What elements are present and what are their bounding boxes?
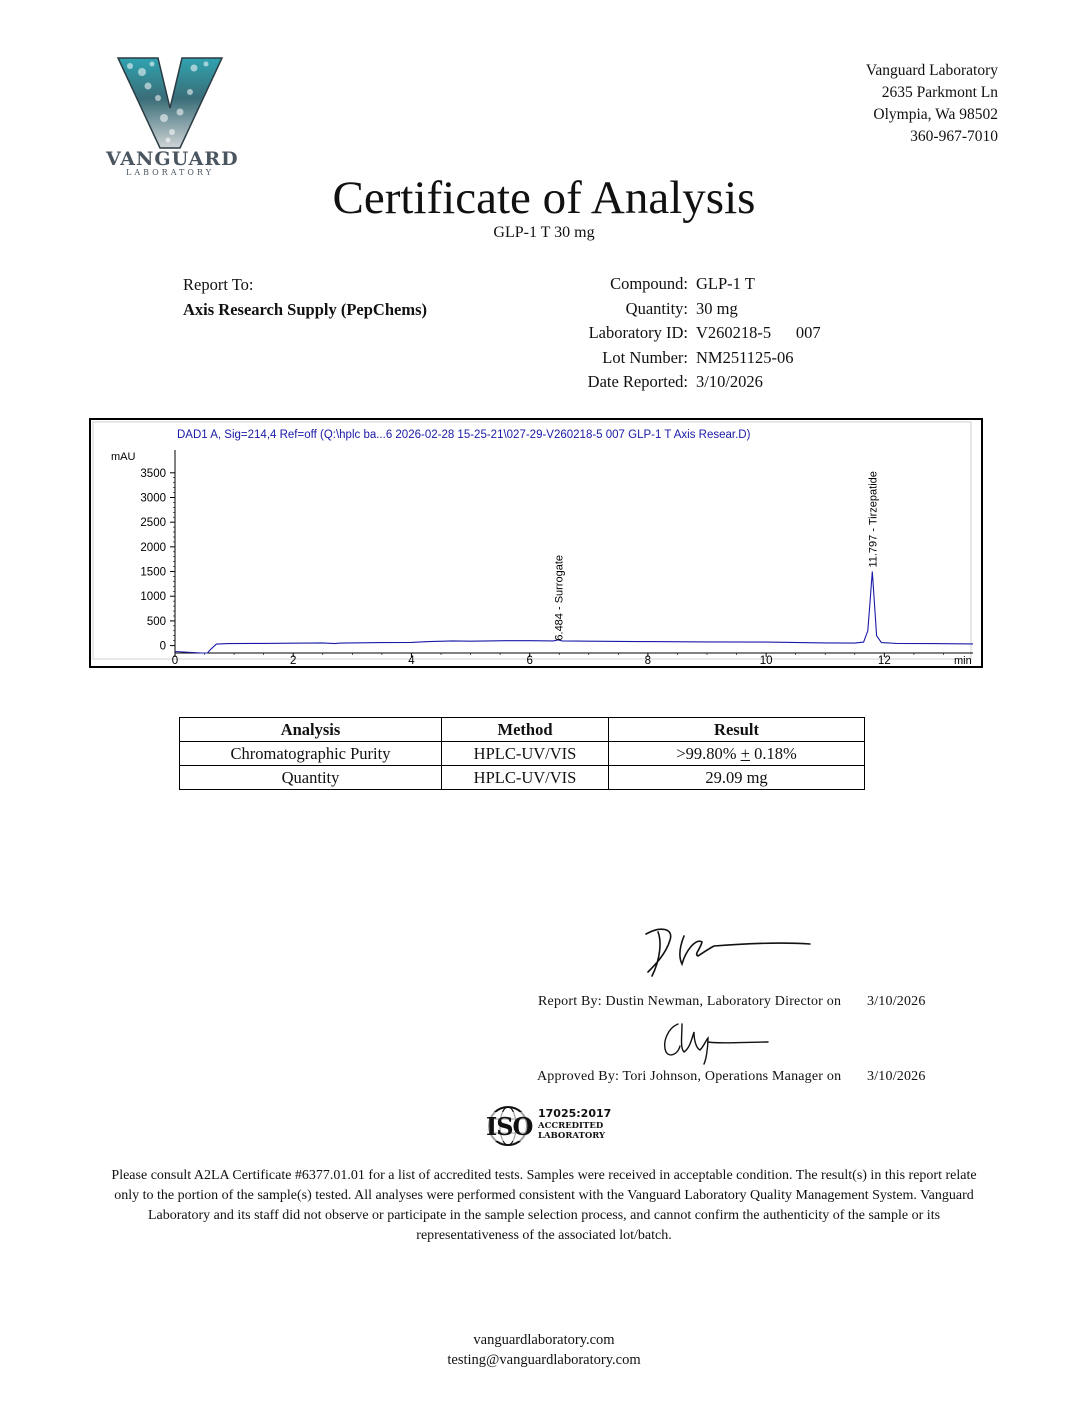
detail-value: GLP-1 T [696,274,755,293]
y-tick-label: 2500 [140,517,166,530]
result-uncertainty: 0.18% [749,743,797,763]
x-tick-label: 12 [877,655,891,665]
y-axis-label: mAU [111,451,136,463]
x-tick-label: 2 [290,655,297,665]
detail-row [520,272,821,297]
cell-method: HPLC-UV/VIS [442,766,609,790]
table-row [180,742,865,766]
x-tick-label: 10 [759,655,773,665]
manager-signature [660,1018,780,1066]
cell-analysis: Quantity [180,766,442,790]
iso-line2: LABORATORY [538,1131,606,1141]
chart-title: DAD1 A, Sig=214,4 Ref=off (Q:\hplc ba...6 2026-02-28 15-25-21\027-29-V260218-5 007 GLP-1 T Axis Resear.D) [177,429,751,441]
results-table [179,717,865,790]
approved-by-text: Approved By: Tori Johnson, Operations Manager on [537,1069,842,1084]
cell-method: HPLC-UV/VIS [442,742,609,766]
y-tick-label: 3000 [140,492,166,505]
report-by-text: Report By: Dustin Newman, Laboratory Director on [538,994,842,1009]
detail-row [520,370,821,395]
detail-label: Date Reported: [587,372,688,391]
lab-address [866,60,998,148]
table-row [180,766,865,790]
iso-accreditation-badge [484,1104,614,1153]
detail-value: NM251125-06 [696,347,794,367]
detail-value: V260218-5 007 [696,323,821,342]
cell-result [609,742,865,766]
iso-standard: 17025:2017 [538,1107,612,1120]
y-tick-label: 500 [146,615,166,628]
header-method: Method [442,718,609,742]
results-header-row [180,718,865,742]
x-tick-label: 0 [171,655,179,665]
peak-label: 6.484 - Surrogate [553,554,566,641]
detail-label: Lot Number: [602,347,688,367]
header-result: Result [609,718,865,742]
y-tick-label: 3500 [140,467,166,480]
report-to-block [183,272,427,322]
detail-value: 30 mg [696,298,738,318]
x-tick-label: 6 [526,655,533,665]
vanguard-logo [100,52,240,182]
x-tick-label: 4 [408,655,415,665]
header-analysis: Analysis [180,718,442,742]
footer [0,1330,1088,1370]
detail-label: Compound: [610,274,688,293]
detail-label: Laboratory ID: [588,323,688,342]
y-tick-label: 2000 [140,541,166,554]
peak-label: 11.797 - Tirzepatide [867,471,880,568]
footer-email[interactable]: testing@vanguardlaboratory.com [447,1352,641,1368]
lab-phone: 360-967-7010 [910,128,998,145]
logo-v-mark [100,52,240,152]
result-value: >99.80% [676,743,741,763]
chromatogram-chart [91,420,980,665]
y-tick-label: 0 [159,640,166,653]
lab-city: Olympia, Wa 98502 [873,106,998,123]
report-to-label: Report To: [183,275,254,294]
y-tick-label: 1000 [140,591,166,604]
lab-name: Vanguard Laboratory [865,62,998,79]
cell-analysis: Chromatographic Purity [180,742,442,766]
detail-row [520,297,821,322]
x-tick-label: 8 [644,655,652,665]
detail-row [520,346,821,371]
disclaimer-text: Please consult A2LA Certificate #6377.01.01 for a list of accredited tests. Samples were received in acceptable condition. The result(s) in this report relate only to the portion of the sample(s) tested. All analyses were performed consistent with the Vanguard Laboratory Quality Management System. Vanguard Laboratory and its staff did not observe or participate in the sample selection process, and cannot confirm the authenticity of the sample or its representativeness of the associated lot/batch. [111,1168,977,1243]
signal-trace [175,572,973,654]
footer-website[interactable]: vanguardlaboratory.com [473,1332,615,1348]
chromatogram-frame [89,418,983,668]
page-title: Certificate of Analysis [332,172,756,224]
approved-date: 3/10/2026 [867,1069,926,1084]
detail-label: Quantity: [625,298,688,318]
logo-sub-text: LABORATORY [126,168,214,177]
lab-street: 2635 Parkmont Ln [881,84,998,101]
plus-minus-symbol: + [740,743,750,763]
page-subtitle: GLP-1 T 30 mg [493,224,595,241]
logo-brand-text: VANGUARD [106,148,239,170]
client-name: Axis Research Supply (PepChems) [183,300,427,319]
detail-row [520,321,821,346]
sample-details [520,272,821,395]
plot-border [93,422,971,659]
detail-value: 3/10/2026 [696,372,763,391]
cell-result: 29.09 mg [609,766,865,790]
iso-line1: ACCREDITED [538,1121,604,1131]
director-signature [640,920,820,980]
y-tick-label: 1500 [140,566,166,579]
iso-mark: ISO [486,1112,533,1141]
x-axis-unit-label: min [954,655,972,665]
report-date: 3/10/2026 [867,994,926,1009]
